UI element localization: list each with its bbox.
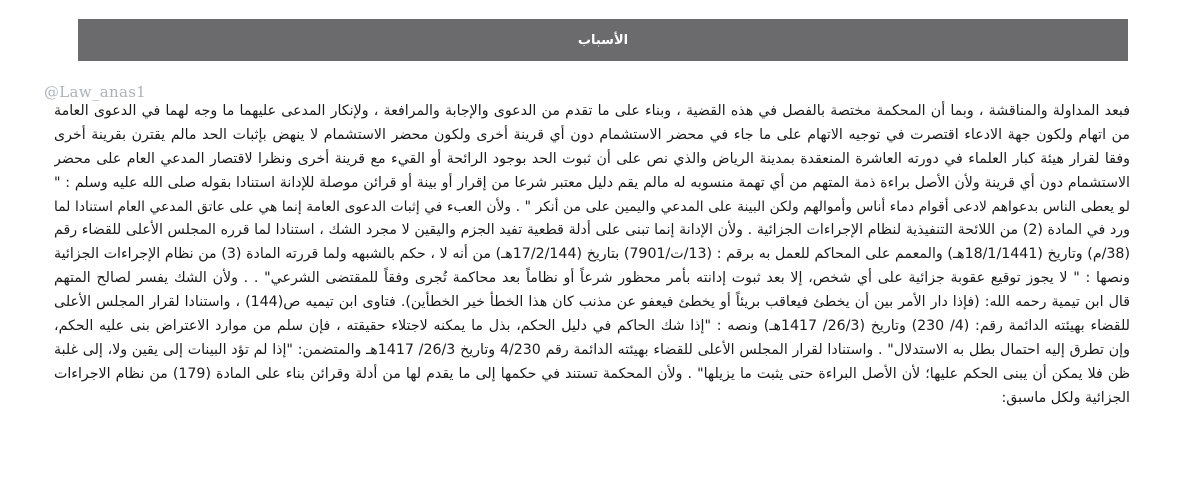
paragraph-line: قال ابن تيمية رحمه الله: (فإذا دار الأمر بين أن يخطئ فيعاقب بريئاً أو يخطئ فيعفو عن مذنب كان هذا الخطأ خير الخطأين). فتاوى ابن تيميه ص(144) ، واستنادا لقرار المجلس الأعلى: [54, 294, 1130, 311]
paragraph-line: ونصها : " لا يجوز توقيع عقوبة جزائية على أي شخص، إلا بعد ثبوت إدانته بأمر محظور شرعاً أو نظاماً بعد محاكمة تُجرى وفقاً للمقتضى الشرعي" . . ولأن الشك يفسر لصالح المتهم: [54, 270, 1130, 287]
paragraph-line: فبعد المداولة والمناقشة ، وبما أن المحكمة مختصة بالفصل في هذه القضية ، وبناء على ما تقدم من الدعوى والإجابة والمرافعة ، ولإنكار المدعى عليهما ما وجه لهما في الدعوى العامة: [54, 103, 1130, 119]
paragraph-line: وإن تطرق إليه احتمال بطل به الاستدلال" . واستنادا لقرار المجلس الأعلى للقضاء بهيئته الدائمة رقم 4/230 وتاريخ 26/3/ 1417هـ والمتضمن: "إذا لم تؤد البينات إلى يقين ولا، إلى غلبة: [54, 341, 1130, 358]
paragraph-line: (38/م) وتاريخ (18/1/1441هـ) والمعمم على المحاكم للعمل به برقم : (13/ت/7901) بتاريخ (17/2/144هـ) من أنه لا ، حكم بالشبهه ولما قررته المادة (3) من نظام الإجراءات الجزائية: [54, 246, 1130, 263]
watermark-handle: @Law_anas1: [44, 83, 147, 101]
paragraph-line: ظن فلا يمكن أن يبنى الحكم عليها؛ لأن الأصل البراءة حتى يثبت ما يزيلها" . ولأن المحكمة تستند في حكمها إلى ما يقدم لها من أدلة وقرائن بناء على المادة (179) من نظام الاجراءات: [54, 365, 1130, 382]
paragraph-line: للقضاء بهيئته الدائمة رقم: (4/ 230) وتاريخ (26/3/ 1417هـ) ونصه : "إذا شك الحاكم في دليل الحكم، بذل ما يمكنه لاجتلاء حقيقته ، فإن سلم من موارد الاعتراض بنى عليه الحكم،: [54, 318, 1130, 335]
paragraph-line: من اتهام ولكون جهة الادعاء اقتصرت في توجيه الاتهام على ما جاء في محضر الاستشمام دون أي قرينة أخرى ولكون محضر الاستشمام لا ينهض بإثبات الحد مالم يقترن بقرينة أخرى: [54, 126, 1130, 143]
reasons-paragraph: [54, 100, 1130, 411]
section-title: الأسباب: [577, 32, 629, 48]
paragraph-line-last: الجزائية ولكل ماسبق:: [1001, 389, 1130, 406]
paragraph-line: الاستشمام دون أي قرينة ولأن الأصل براءة ذمة المتهم من أي تهمة منسوبه له مالم يقم دليل معتبر شرعا من إقرار أو بينة أو قرائن موصلة للإدانة استنادا بقوله صلى الله عليه وسلم : ": [54, 174, 1130, 191]
paragraph-line: ورد في المادة (2) من اللائحة التنفيذية لنظام الإجراءات الجزائية . ولأن الإدانة إنما تبنى على أدلة قطعية تفيد الجزم واليقين لا مجرد الشك ، استنادا لما قرره المجلس الأعلى للقضاء رقم: [54, 222, 1130, 239]
paragraph-line: لو يعطى الناس بدعواهم لادعى أقوام دماء أناس وأموالهم ولكن البينة على المدعي واليمين على من أنكر " . ولأن العبء في إثبات الدعوى العامة إنما هي على عاتق المدعي العام استنادا لما: [54, 198, 1130, 215]
section-header-bar: [78, 19, 1128, 61]
paragraph-line: وفقا لقرار هيئة كبار العلماء في دورته العاشرة المنعقدة بمدينة الرياض والذي نص على أن ثبوت الحد بوجود الرائحة أو القيء مع قرينة أخرى ونظرا لاقتصار المدعي العام على محضر: [54, 150, 1130, 167]
